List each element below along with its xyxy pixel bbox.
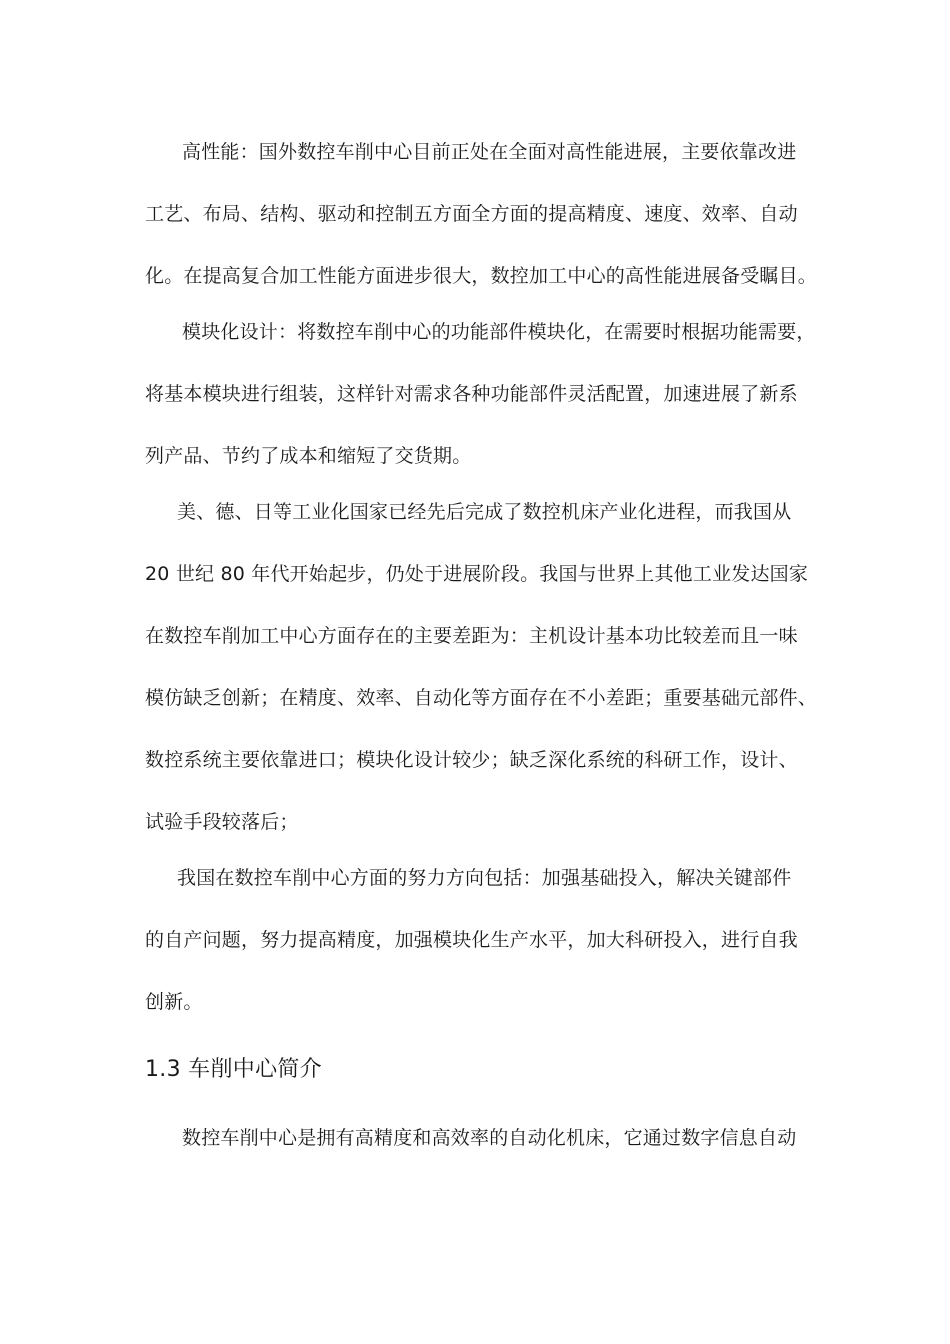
paragraph-efforts-line-1: 我国在数控车削中心方面的努力方向包括：加强基础投入，解决关键部件 bbox=[177, 867, 792, 889]
paragraph-gap-line-1: 美、德、日等工业化国家已经先后完成了数控机床产业化进程，而我国从 bbox=[177, 501, 792, 523]
paragraph-high-performance-line-3: 化。在提高复合加工性能方面进步很大，数控加工中心的高性能进展备受瞩目。 bbox=[145, 265, 818, 287]
paragraph-modular-design-line-1: 模块化设计：将数控车削中心的功能部件模块化，在需要时根据功能需要， bbox=[182, 321, 816, 343]
paragraph-gap-line-2: 20 世纪 80 年代开始起步，仍处于进展阶段。我国与世界上其他工业发达国家 bbox=[145, 563, 809, 585]
paragraph-efforts-line-3: 创新。 bbox=[145, 991, 203, 1013]
paragraph-gap-line-6: 试验手段较落后； bbox=[145, 811, 299, 833]
section-heading: 1.3 车削中心简介 bbox=[145, 1057, 322, 1082]
paragraph-modular-design-line-2: 将基本模块进行组装，这样针对需求各种功能部件灵活配置，加速进展了新系 bbox=[145, 383, 798, 405]
paragraph-gap-line-3: 在数控车削加工中心方面存在的主要差距为：主机设计基本功比较差而且一味 bbox=[145, 625, 798, 647]
paragraph-gap-line-4: 模仿缺乏创新；在精度、效率、自动化等方面存在不小差距；重要基础元部件、 bbox=[145, 687, 818, 709]
paragraph-high-performance-line-1: 高性能：国外数控车削中心目前正处在全面对高性能进展，主要依靠改进 bbox=[182, 141, 797, 163]
paragraph-efforts-line-2: 的自产问题，努力提高精度，加强模块化生产水平，加大科研投入，进行自我 bbox=[145, 929, 798, 951]
paragraph-high-performance-line-2: 工艺、布局、结构、驱动和控制五方面全方面的提高精度、速度、效率、自动 bbox=[145, 203, 798, 225]
paragraph-modular-design-line-3: 列产品、节约了成本和缩短了交货期。 bbox=[145, 445, 472, 467]
paragraph-gap-line-5: 数控系统主要依靠进口；模块化设计较少；缺乏深化系统的科研工作，设计、 bbox=[145, 749, 798, 771]
paragraph-intro-line-1: 数控车削中心是拥有高精度和高效率的自动化机床，它通过数字信息自动 bbox=[182, 1127, 797, 1149]
